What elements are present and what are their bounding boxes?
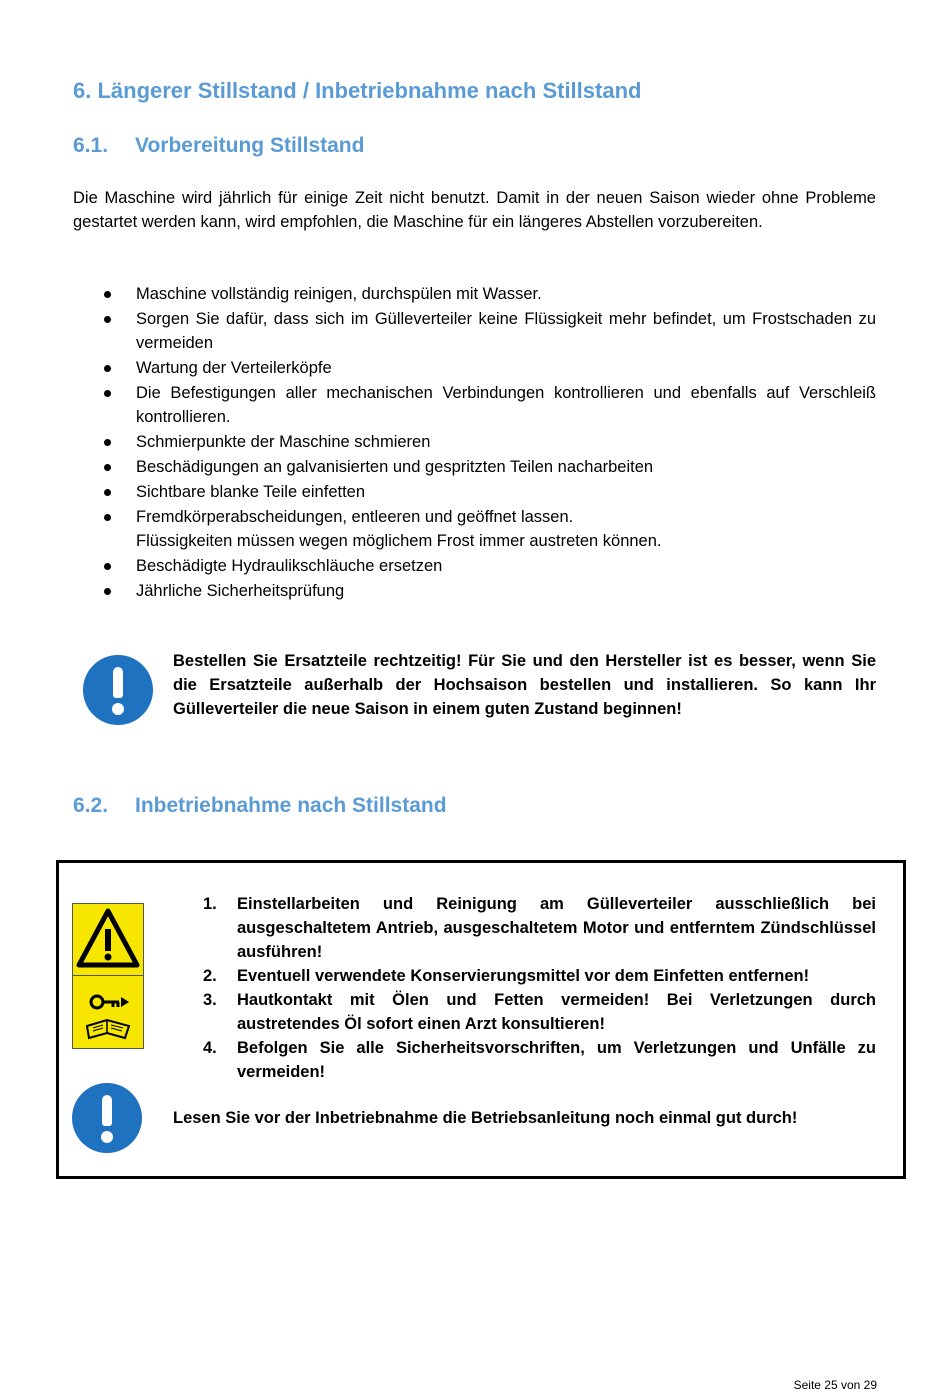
- bullet-icon: [104, 514, 111, 521]
- list-item: [203, 1036, 876, 1084]
- warning-triangle-icon: [73, 904, 143, 975]
- list-item: [203, 988, 876, 1036]
- list-item: Jährliche Sicherheitsprüfung: [73, 579, 876, 603]
- list-item-note: Flüssigkeiten müssen wegen möglichem Frost immer austreten können.: [136, 532, 662, 550]
- list-item: Wartung der Verteilerköpfe: [73, 356, 876, 380]
- read-manual-icon: [87, 1020, 129, 1038]
- info-exclamation-icon: [72, 1083, 142, 1153]
- step-text: Hautkontakt mit Ölen und Fetten vermeiden! Bei Verletzungen durch austretendes Öl sofort einen Arzt konsultieren!: [237, 991, 876, 1033]
- bullet-icon: [104, 588, 111, 595]
- warning-sign-panel: [72, 903, 144, 1049]
- list-item: Maschine vollständig reinigen, durchspülen mit Wasser.: [73, 282, 876, 306]
- remove-key-icon: [73, 976, 143, 1048]
- step-text: Einstellarbeiten und Reinigung am Gülleverteiler ausschließlich bei ausgeschaltetem Antrieb, ausgeschaltetem Motor und entferntem Zündschlüssel ausführen!: [237, 895, 876, 961]
- section-title: Vorbereitung Stillstand: [135, 134, 365, 157]
- step-text: Eventuell verwendete Konservierungsmittel vor dem Einfetten entfernen!: [237, 967, 810, 985]
- bullet-icon: [104, 316, 111, 323]
- list-item: Sorgen Sie dafür, dass sich im Gülleverteiler keine Flüssigkeit mehr befindet, um Frostschaden zu vermeiden: [73, 307, 876, 355]
- bullet-icon: [104, 291, 111, 298]
- step-number: 1.: [203, 895, 217, 913]
- step-number: 4.: [203, 1039, 217, 1057]
- bullet-icon: [104, 390, 111, 397]
- bullet-icon: [104, 563, 111, 570]
- info-exclamation-icon: [83, 655, 153, 725]
- list-item: Beschädigte Hydraulikschläuche ersetzen: [73, 554, 876, 578]
- list-item: Fremdkörperabscheidungen, entleeren und geöffnet lassen. Flüssigkeiten müssen wegen möglichem Frost immer austreten können.: [73, 505, 876, 553]
- section-number: 6.2.: [73, 794, 109, 817]
- step-number: 2.: [203, 967, 217, 985]
- step-number: 3.: [203, 991, 217, 1009]
- intro-paragraph: Die Maschine wird jährlich für einige Zeit nicht benutzt. Damit in der neuen Saison wieder ohne Probleme gestartet werden kann, wird empfohlen, die Maschine für ein längeres Abstellen vorzubereiten.: [73, 189, 876, 231]
- section-title: Inbetriebnahme nach Stillstand: [135, 794, 447, 817]
- bullet-icon: [104, 489, 111, 496]
- list-item: Die Befestigungen aller mechanischen Verbindungen kontrollieren und ebenfalls auf Verschleiß kontrollieren.: [73, 381, 876, 429]
- bullet-icon: [104, 464, 111, 471]
- list-item: Sichtbare blanke Teile einfetten: [73, 480, 876, 504]
- read-manual-notice: Lesen Sie vor der Inbetriebnahme die Betriebsanleitung noch einmal gut durch!: [173, 1109, 798, 1127]
- spare-parts-notice: Bestellen Sie Ersatzteile rechtzeitig! Für Sie und den Hersteller ist es besser, wenn Sie die Ersatzteile außerhalb der Hochsaison bestellen und installieren. So kann Ihr Gülleverteiler die neue Saison in einem guten Zustand beginnen!: [173, 652, 876, 718]
- section-number: 6.1.: [73, 134, 109, 157]
- step-text: Befolgen Sie alle Sicherheitsvorschriften, um Verletzungen und Unfälle zu vermeiden!: [237, 1039, 876, 1081]
- page-title: 6. Längerer Stillstand / Inbetriebnahme nach Stillstand: [73, 78, 642, 103]
- list-item: [203, 892, 876, 964]
- page-number: Seite 25 von 29: [793, 1378, 877, 1392]
- preparation-list: [73, 282, 876, 604]
- bullet-icon: [104, 365, 111, 372]
- list-item: [203, 964, 876, 988]
- startup-steps-list: [203, 892, 876, 1084]
- list-item: Beschädigungen an galvanisierten und gespritzten Teilen nacharbeiten: [73, 455, 876, 479]
- list-item: Schmierpunkte der Maschine schmieren: [73, 430, 876, 454]
- section-heading-vorbereitung: [73, 134, 364, 158]
- section-heading-inbetriebnahme: [73, 794, 447, 818]
- bullet-icon: [104, 439, 111, 446]
